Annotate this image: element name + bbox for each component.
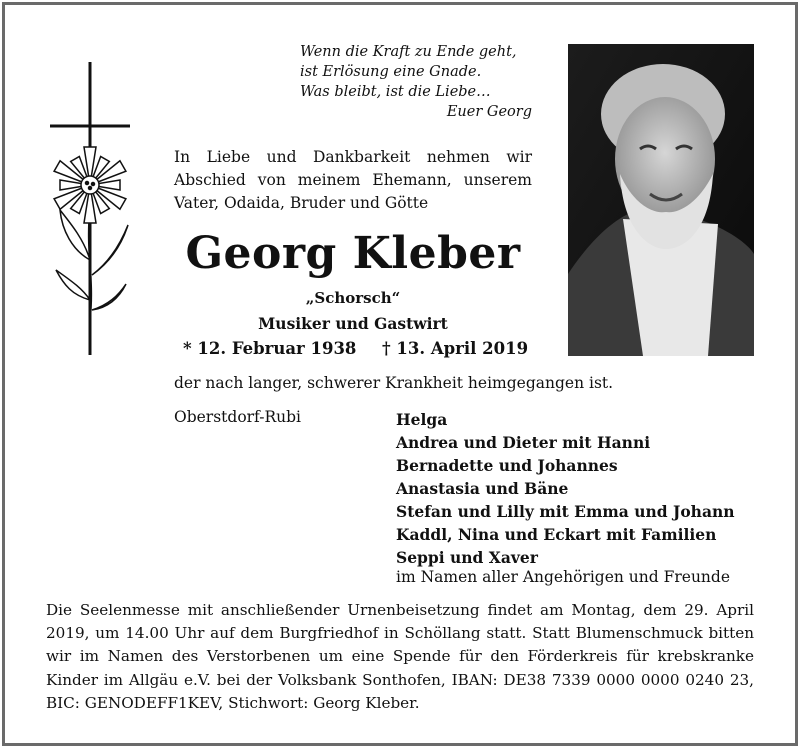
intro-text: In Liebe und Dankbarkeit nehmen wir Abschied von meinem Ehemann, unserem Vater, Odaida, Bruder und Götte [174, 148, 532, 212]
mourner-entry: Seppi und Xaver [396, 548, 538, 567]
mourner-entry: Kaddl, Nina und Eckart mit Familien [396, 525, 717, 544]
death-date: † 13. April 2019 [382, 339, 529, 358]
portrait-photo [568, 44, 754, 356]
poem-line: ist Erlösung eine Gnade. [300, 64, 482, 80]
closing-line: im Namen aller Angehörigen und Freunde [396, 568, 730, 586]
mourner-entry: Anastasia und Bäne [396, 479, 569, 498]
deceased-name: Georg Kleber [185, 228, 521, 279]
place: Oberstdorf-Rubi [174, 408, 302, 426]
mourner-entry: Bernadette und Johannes [396, 456, 618, 475]
deceased-nickname: „Schorsch“ [305, 289, 401, 307]
birth-date: * 12. Februar 1938 [183, 339, 357, 358]
service-notice: Die Seelenmesse mit anschließender Urnenbeisetzung findet am Montag, dem 29. April 2019, um 14.00 Uhr auf dem Burgfriedhof in Schöllang statt. Statt Blumenschmuck bitten wir im Namen des Verstorbenen um eine Spende für den Förderkreis für krebskranke Kinder im Allgäu e.V. bei der Volksbank Sonthofen, IBAN: DE38 7339 0000 0000 0240 23, BIC: GENODEFF1KEV, Stichwort: Georg Kleber. [46, 601, 754, 712]
poem-signature: Euer Georg [446, 104, 532, 120]
poem-line: Wenn die Kraft zu Ende geht, [300, 44, 517, 60]
mourner-entry: Andrea und Dieter mit Hanni [396, 433, 651, 452]
passing-text: der nach langer, schwerer Krankheit heimgegangen ist. [174, 374, 614, 392]
deceased-profession: Musiker und Gastwirt [258, 314, 448, 333]
cross-with-edelweiss-icon [42, 60, 142, 360]
mourner-entry: Helga [396, 410, 448, 429]
poem [300, 42, 532, 122]
poem-line: Was bleibt, ist die Liebe… [300, 84, 491, 100]
mourners-list [396, 408, 735, 569]
mourner-entry: Stefan und Lilly mit Emma und Johann [396, 502, 735, 521]
